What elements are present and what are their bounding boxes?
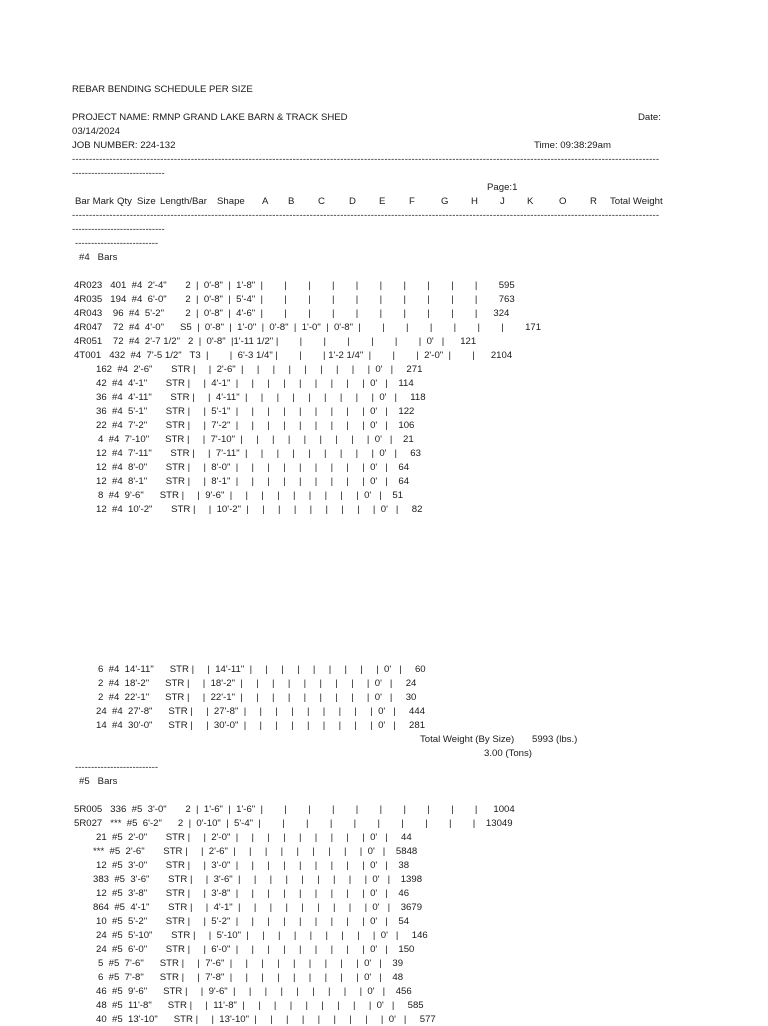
- table-row: 48 #5 11'-8" STR | | 11'-8" | | | | | | | | | 0' | 585: [96, 1000, 424, 1011]
- col-header: F: [409, 196, 415, 207]
- col-header: E: [379, 196, 386, 207]
- section-title-5: #5 Bars: [79, 776, 118, 787]
- col-header: Length/Bar: [160, 196, 207, 207]
- table-row: 4R043 96 #4 5'-2" 2 | 0'-8" | 4'-6" | | | | | | | | | | 324: [74, 308, 510, 319]
- total-weight-tons: 3.00 (Tons): [484, 748, 532, 759]
- col-header: H: [471, 196, 478, 207]
- section-title-4: #4 Bars: [79, 252, 118, 263]
- table-row: 36 #4 5'-1" STR | | 5'-1" | | | | | | | | | 0' | 122: [96, 406, 415, 417]
- table-row: 12 #5 3'-0" STR | | 3'-0" | | | | | | | | | 0' | 38: [96, 860, 410, 871]
- table-row: 12 #5 3'-8" STR | | 3'-8" | | | | | | | | | 0' | 46: [96, 888, 410, 899]
- report-time: Time: 09:38:29am: [534, 140, 611, 151]
- col-header: B: [288, 196, 295, 207]
- table-row: 12 #4 7'-11" STR | | 7'-11" | | | | | | | | | 0' | 63: [96, 448, 421, 459]
- col-header: Size: [137, 196, 156, 207]
- table-row: 14 #4 30'-0" STR | | 30'-0" | | | | | | | | | 0' | 281: [96, 720, 426, 731]
- table-row: 24 #5 5'-10" STR | | 5'-10" | | | | | | | | | 0' | 146: [96, 930, 428, 941]
- table-row: 36 #4 4'-11" STR | | 4'-11" | | | | | | | | | 0' | 118: [96, 392, 426, 403]
- table-row: 4R023 401 #4 2'-4" 2 | 0'-8" | 1'-8" | | | | | | | | | | 595: [74, 280, 515, 291]
- col-header: C: [318, 196, 325, 207]
- table-row: 21 #5 2'-0" STR | | 2'-0" | | | | | | | | | 0' | 44: [96, 832, 412, 843]
- table-row: 10 #5 5'-2" STR | | 5'-2" | | | | | | | | | 0' | 54: [96, 916, 410, 927]
- date-value: 03/14/2024: [72, 126, 121, 137]
- separator-line: -----------------------------------------------------------------------------------------------------------------------------------------------------------------------------: [72, 210, 660, 221]
- table-row: 4R035 194 #4 6'-0" 2 | 0'-8" | 5'-4" | | | | | | | | | | 763: [74, 294, 515, 305]
- table-row: 5 #5 7'-6" STR | | 7'-6" | | | | | | | | | 0' | 39: [98, 958, 404, 969]
- col-header: J: [500, 196, 505, 207]
- date-label: Date:: [638, 112, 661, 123]
- table-row: 12 #4 10'-2" STR | | 10'-2" | | | | | | | | | 0' | 82: [96, 504, 423, 515]
- project-name: PROJECT NAME: RMNP GRAND LAKE BARN & TRACK SHED: [72, 112, 348, 123]
- table-row: 42 #4 4'-1" STR | | 4'-1" | | | | | | | | | 0' | 114: [96, 378, 414, 389]
- col-header: R: [590, 196, 597, 207]
- table-row: 8 #4 9'-6" STR | | 9'-6" | | | | | | | | | 0' | 51: [98, 490, 404, 501]
- section-separator: --------------------------: [75, 238, 159, 249]
- total-weight-lbs: 5993 (lbs.): [532, 734, 578, 745]
- table-row: 40 #5 13'-10" STR | | 13'-10" | | | | | | | | | 0' | 577: [96, 1014, 436, 1025]
- col-header: Qty: [117, 196, 132, 207]
- separator-line: -----------------------------: [72, 224, 165, 235]
- table-row: 2 #4 22'-1" STR | | 22'-1" | | | | | | | | | 0' | 30: [98, 692, 417, 703]
- table-row: 162 #4 2'-6" STR | | 2'-6" | | | | | | | | | 0' | 271: [96, 364, 423, 375]
- job-number: JOB NUMBER: 224-132: [72, 140, 176, 151]
- col-header: Total Weight: [610, 196, 663, 207]
- table-row: 4 #4 7'-10" STR | | 7'-10" | | | | | | | | | 0' | 21: [98, 434, 414, 445]
- col-header: Shape: [217, 196, 245, 207]
- table-row: 2 #4 18'-2" STR | | 18'-2" | | | | | | | | | 0' | 24: [98, 678, 417, 689]
- total-weight-label: Total Weight (By Size): [420, 734, 515, 745]
- section-separator: --------------------------: [75, 762, 159, 773]
- table-row: *** #5 2'-6" STR | | 2'-6" | | | | | | | | | 0' | 5848: [93, 846, 418, 857]
- table-row: 6 #4 14'-11" STR | | 14'-11" | | | | | | | | | 0' | 60: [98, 664, 426, 675]
- col-header: Bar Mark: [75, 196, 114, 207]
- table-row: 5R027 *** #5 6'-2" 2 | 0'-10" | 5'-4" | | | | | | | | | | 13049: [74, 818, 513, 829]
- col-header: D: [349, 196, 356, 207]
- table-row: 4R047 72 #4 4'-0" S5 | 0'-8" | 1'-0" | 0'-8" | 1'-0" | 0'-8" | | | | | | | 171: [74, 322, 542, 333]
- table-row: 24 #4 27'-8" STR | | 27'-8" | | | | | | | | | 0' | 444: [96, 706, 426, 717]
- table-row: 383 #5 3'-6" STR | | 3'-6" | | | | | | | | | 0' | 1398: [93, 874, 423, 885]
- table-row: 22 #4 7'-2" STR | | 7'-2" | | | | | | | | | 0' | 106: [96, 420, 415, 431]
- separator-line: -----------------------------: [72, 168, 165, 179]
- table-row: 5R005 336 #5 3'-0" 2 | 1'-6" | 1'-6" | | | | | | | | | | 1004: [74, 804, 515, 815]
- page-number: Page:1: [487, 182, 518, 193]
- table-row: 46 #5 9'-6" STR | | 9'-6" | | | | | | | | | 0' | 456: [96, 986, 412, 997]
- separator-line: -----------------------------------------------------------------------------------------------------------------------------------------------------------------------------: [72, 154, 660, 165]
- table-row: 4R051 72 #4 2'-7 1/2" 2 | 0'-8" |1'-11 1/2" | | | | | | | 0' | 121: [74, 336, 477, 347]
- col-header: O: [559, 196, 567, 207]
- table-row: 864 #5 4'-1" STR | | 4'-1" | | | | | | | | | 0' | 3679: [93, 902, 423, 913]
- table-row: 24 #5 6'-0" STR | | 6'-0" | | | | | | | | | 0' | 150: [96, 944, 415, 955]
- col-header: G: [441, 196, 449, 207]
- col-header: K: [527, 196, 534, 207]
- table-row: 12 #4 8'-0" STR | | 8'-0" | | | | | | | | | 0' | 64: [96, 462, 410, 473]
- table-row: 12 #4 8'-1" STR | | 8'-1" | | | | | | | | | 0' | 64: [96, 476, 410, 487]
- table-row: 6 #5 7'-8" STR | | 7'-8" | | | | | | | | | 0' | 48: [98, 972, 404, 983]
- table-row: 4T001 432 #4 7'-5 1/2" T3 | | 6'-3 1/4" | | | 1'-2 1/4" | | | 2'-0" | | 2104: [74, 350, 513, 361]
- report-title: REBAR BENDING SCHEDULE PER SIZE: [72, 84, 253, 95]
- col-header: A: [262, 196, 269, 207]
